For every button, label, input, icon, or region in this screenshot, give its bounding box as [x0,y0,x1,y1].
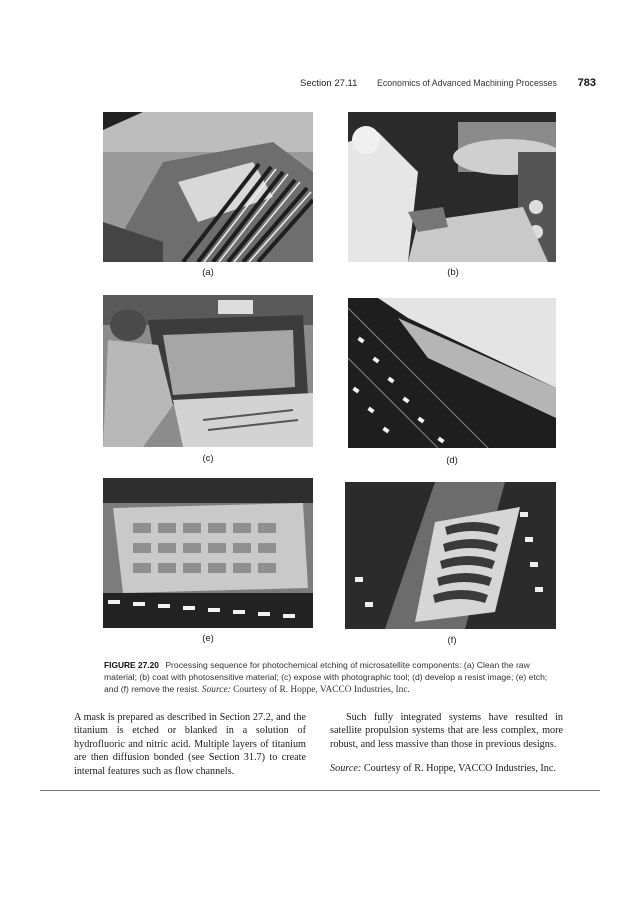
figure-label: FIGURE 27.20 [104,660,159,670]
photo-a [103,112,313,262]
photo-f [345,482,556,629]
photo-c-image [103,295,313,447]
figure-caption [104,660,560,696]
right-source-label: Source: [330,763,362,775]
bottom-rule [40,790,600,791]
right-source-text: Courtesy of R. Hoppe, VACCO Industries, Inc. [363,763,556,775]
body-left-column [74,711,306,778]
panel-label-b: (b) [447,267,459,278]
page-number: 783 [577,77,596,89]
running-header [300,78,596,92]
photo-c [103,295,313,447]
photo-a-image [103,112,313,262]
photo-b [348,112,556,262]
panel-label-e: (e) [202,633,214,644]
photo-e-image [103,478,313,628]
section-number: Section 27.11 [300,78,358,89]
caption-text: Processing sequence for photochemical etching of microsatellite components: (a) Clean the raw material; (b) coat with photosensitive material; (c) expose with photographic tool; (d) develop a resist image; (e) etch; and (f) remove the resist. [104,660,548,694]
panel-label-d: (d) [446,455,458,466]
photo-d-image [348,298,556,448]
panel-label-f: (f) [447,635,457,646]
photo-b-image [348,112,556,262]
body-right-column [330,711,563,776]
right-source-line [330,762,563,775]
running-title: Economics of Advanced Machining Processes [377,78,557,88]
caption-source-text: Courtesy of R. Hoppe, VACCO Industries, Inc. [233,684,410,695]
photo-e [103,478,313,628]
panel-label-c: (c) [202,453,214,464]
panel-label-a: (a) [202,267,214,278]
photo-f-image [345,482,556,629]
photo-d [348,298,556,448]
caption-source-label: Source: [201,684,231,695]
left-paragraph: A mask is prepared as described in Section 27.2, and the titanium is etched or blanked in a solution of hydrofluoric and nitric acid. Multiple layers of titanium are then diffusion bonded (see Section 31.7) to create internal features such as flow channels. [74,712,306,777]
right-paragraph: Such fully integrated systems have resulted in satellite propulsion systems that are less complex, more robust, and less massive than those in previous designs. [330,712,563,750]
